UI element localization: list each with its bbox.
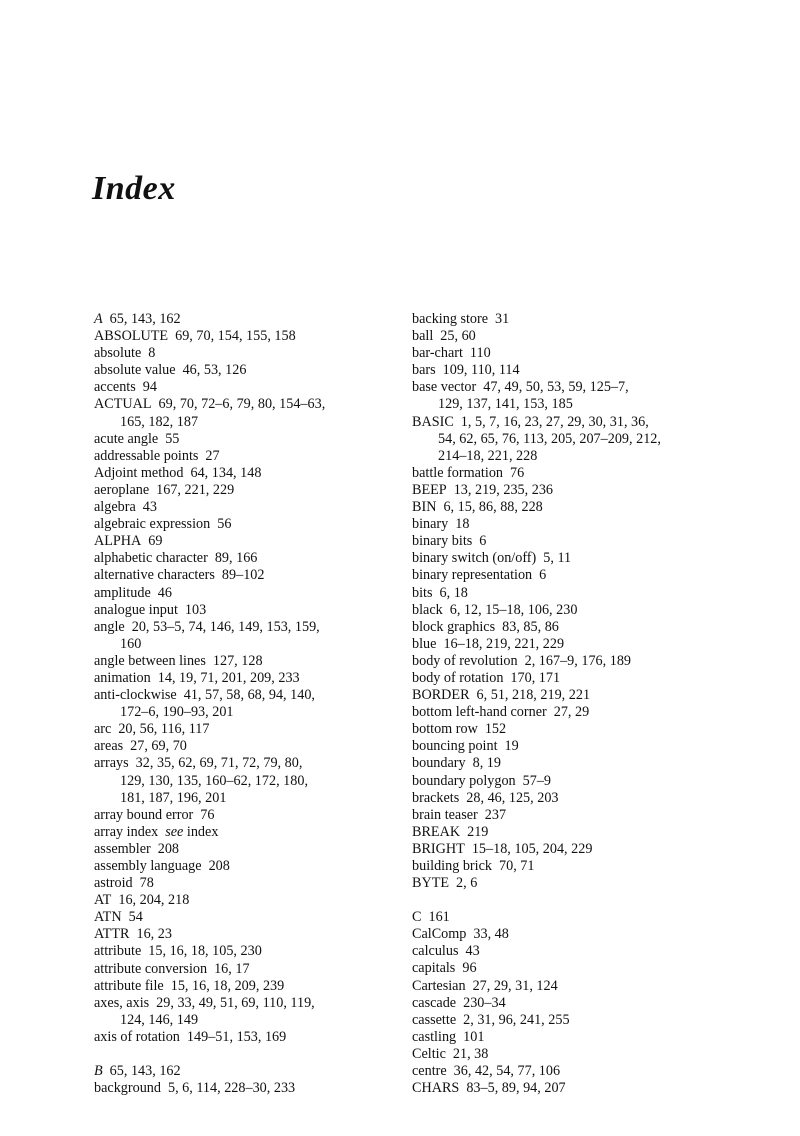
index-entry xyxy=(94,311,424,328)
index-entry xyxy=(412,414,762,465)
index-term: binary bits xyxy=(412,533,473,550)
index-entry xyxy=(412,602,762,619)
page-refs: 21, 38 xyxy=(452,1045,489,1062)
index-entry xyxy=(94,1029,424,1046)
index-term: assembler xyxy=(94,840,151,857)
index-entry xyxy=(412,1080,762,1097)
index-term: brackets xyxy=(412,789,460,806)
index-term: absolute xyxy=(94,345,142,362)
page-refs: 32, 35, 62, 69, 71, 72, 79, 80, xyxy=(135,755,303,772)
index-entry xyxy=(94,550,424,567)
page-refs-continued: 129, 130, 135, 160–62, 172, 180, xyxy=(120,772,308,789)
page-refs: 127, 128 xyxy=(212,652,263,669)
index-entry xyxy=(412,379,762,413)
index-term: absolute value xyxy=(94,362,176,379)
page-refs: 5, 6, 114, 228–30, 233 xyxy=(167,1080,296,1097)
page-refs: 167, 221, 229 xyxy=(156,481,235,498)
page-refs: 46, 53, 126 xyxy=(182,362,247,379)
index-entry xyxy=(94,379,424,396)
page-refs: 6, 12, 15–18, 106, 230 xyxy=(449,601,578,618)
page-refs: 36, 42, 54, 77, 106 xyxy=(453,1063,561,1080)
index-entry xyxy=(412,550,762,567)
index-entry xyxy=(412,773,762,790)
index-entry xyxy=(94,858,424,875)
index-entry xyxy=(94,670,424,687)
page-refs: 103 xyxy=(184,601,207,618)
page-refs: 6 xyxy=(479,533,487,550)
index-term: attribute conversion xyxy=(94,960,208,977)
index-term: battle formation xyxy=(412,464,504,481)
index-entry xyxy=(412,721,762,738)
index-entry xyxy=(94,978,424,995)
index-entry xyxy=(94,431,424,448)
index-entry xyxy=(412,875,762,892)
index-term: animation xyxy=(94,669,151,686)
page-refs: 25, 60 xyxy=(440,328,476,345)
page-refs: 5, 11 xyxy=(543,550,572,567)
index-term: building brick xyxy=(412,858,492,874)
index-term: array bound error xyxy=(94,806,194,823)
index-entry xyxy=(94,875,424,892)
index-term: binary representation xyxy=(412,567,533,584)
page-refs: 16, 204, 218 xyxy=(118,892,190,909)
page-refs-continued: 124, 146, 149 xyxy=(120,1011,199,1028)
index-entry xyxy=(412,670,762,687)
page-refs: 83–5, 89, 94, 207 xyxy=(466,1080,566,1097)
page-refs: 27, 29, 31, 124 xyxy=(472,977,558,994)
index-entry xyxy=(412,1063,762,1080)
page-refs: 101 xyxy=(463,1028,485,1045)
index-entry xyxy=(412,978,762,995)
index-term: BYTE xyxy=(412,875,450,892)
page-refs: 33, 48 xyxy=(473,926,509,943)
index-term: ACTUAL xyxy=(94,396,152,413)
index-term: ATN xyxy=(94,909,122,926)
index-term: Celtic xyxy=(412,1045,446,1062)
index-entry xyxy=(412,328,762,345)
page-refs: 31 xyxy=(495,311,510,327)
page-refs: 6, 18 xyxy=(439,584,468,601)
page-refs: 208 xyxy=(208,858,230,874)
page-refs: 65, 143, 162 xyxy=(109,1063,181,1080)
index-entry xyxy=(94,653,424,670)
index-entry xyxy=(94,841,424,858)
index-entry xyxy=(94,892,424,909)
page-refs: 170, 171 xyxy=(510,669,561,686)
page-refs: 208 xyxy=(157,840,180,857)
page-refs-continued: 181, 187, 196, 201 xyxy=(120,789,227,806)
index-term: boundary polygon xyxy=(412,772,516,789)
page-refs: 14, 19, 71, 201, 209, 233 xyxy=(157,669,300,686)
index-term: astroid xyxy=(94,875,133,892)
index-term: BRIGHT xyxy=(412,840,465,857)
index-term: anti-clockwise xyxy=(94,687,177,704)
page-refs: 41, 57, 58, 68, 94, 140, xyxy=(183,687,315,704)
page-refs-continued: 214–18, 221, 228 xyxy=(438,447,538,464)
index-entry xyxy=(412,790,762,807)
index-term: BEEP xyxy=(412,481,447,498)
page-refs: 8, 19 xyxy=(472,755,501,772)
index-term: bars xyxy=(412,362,436,379)
page-refs: 76 xyxy=(200,806,215,823)
index-term: background xyxy=(94,1080,161,1097)
index-entry xyxy=(94,1080,424,1097)
index-entry xyxy=(412,465,762,482)
index-entry xyxy=(94,995,424,1029)
page-refs: 8 xyxy=(148,345,156,362)
page-refs: 16, 23 xyxy=(136,926,172,943)
page-refs: 2, 167–9, 176, 189 xyxy=(524,652,632,669)
index-term: attribute xyxy=(94,943,142,960)
index-entry xyxy=(412,858,762,875)
index-entry xyxy=(412,755,762,772)
page-refs: 152 xyxy=(484,721,507,738)
index-term: ATTR xyxy=(94,926,130,943)
index-entry xyxy=(412,345,762,362)
page-refs: 54 xyxy=(128,909,143,926)
page-refs: 69, 70, 72–6, 79, 80, 154–63, xyxy=(158,396,326,413)
index-term: ball xyxy=(412,328,434,345)
index-term: accents xyxy=(94,379,136,396)
index-term: assembly language xyxy=(94,858,202,874)
index-entry xyxy=(94,567,424,584)
index-entry xyxy=(94,482,424,499)
index-term: ABSOLUTE xyxy=(94,328,169,345)
index-term: axes, axis xyxy=(94,994,150,1011)
page-refs: 2, 6 xyxy=(456,875,478,892)
page-refs: 1, 5, 7, 16, 23, 27, 29, 30, 31, 36, xyxy=(460,413,649,430)
index-entry xyxy=(412,499,762,516)
page-refs: 69, 70, 154, 155, 158 xyxy=(175,328,296,345)
index-entry xyxy=(94,516,424,533)
index-term: calculus xyxy=(412,943,459,960)
index-term: brain teaser xyxy=(412,806,478,823)
page-refs: 15, 16, 18, 209, 239 xyxy=(170,977,285,994)
index-term: attribute file xyxy=(94,977,164,994)
index-entry xyxy=(412,1012,762,1029)
index-term: BREAK xyxy=(412,823,461,840)
page-refs-continued: 165, 182, 187 xyxy=(120,413,199,430)
index-entry xyxy=(94,362,424,379)
index-entry xyxy=(94,721,424,738)
index-term: body of revolution xyxy=(412,652,518,669)
index-entry xyxy=(94,1063,424,1080)
index-entry xyxy=(412,841,762,858)
index-term: array index xyxy=(94,823,159,840)
page-refs: 78 xyxy=(139,875,154,892)
page-refs: 6, 51, 218, 219, 221 xyxy=(476,687,591,704)
index-entry xyxy=(94,533,424,550)
index-term: Cartesian xyxy=(412,977,466,994)
index-term: arc xyxy=(94,721,112,738)
index-entry xyxy=(94,345,424,362)
index-term: axis of rotation xyxy=(94,1028,180,1045)
index-term: aeroplane xyxy=(94,481,150,498)
page-refs: 15–18, 105, 204, 229 xyxy=(471,840,593,857)
index-entry xyxy=(412,704,762,721)
index-term: blue xyxy=(412,635,437,652)
page-refs: 6 xyxy=(539,567,547,584)
index-entry xyxy=(94,943,424,960)
index-entry xyxy=(412,687,762,704)
index-term: cassette xyxy=(412,1011,457,1028)
index-term: addressable points xyxy=(94,447,199,464)
page-refs: 27, 29 xyxy=(553,704,590,721)
index-term: binary switch (on/off) xyxy=(412,550,537,567)
index-term: backing store xyxy=(412,311,489,327)
page-refs: 161 xyxy=(428,909,450,926)
page-refs: 83, 85, 86 xyxy=(502,618,559,635)
page-refs: 69 xyxy=(148,533,163,550)
index-entry xyxy=(94,448,424,465)
see-reference: see xyxy=(165,823,184,840)
index-entry xyxy=(94,396,424,430)
page-refs: 29, 33, 49, 51, 69, 110, 119, xyxy=(156,994,315,1011)
index-entry xyxy=(412,516,762,533)
index-term: bits xyxy=(412,584,433,601)
index-entry xyxy=(94,909,424,926)
page-refs: 70, 71 xyxy=(499,858,535,874)
page-refs: 57–9 xyxy=(522,772,552,789)
page-refs-continued: 160 xyxy=(120,635,142,652)
index-entry xyxy=(94,687,424,721)
index-term: arrays xyxy=(94,755,129,772)
index-term: ALPHA xyxy=(94,533,142,550)
index-entry xyxy=(94,619,424,653)
page-refs: 13, 219, 235, 236 xyxy=(453,481,553,498)
index-term: block graphics xyxy=(412,618,496,635)
index-entry xyxy=(412,482,762,499)
index-term: bottom row xyxy=(412,721,478,738)
index-entry xyxy=(412,636,762,653)
index-entry xyxy=(412,362,762,379)
page-refs: index xyxy=(186,823,219,840)
index-term: centre xyxy=(412,1063,447,1080)
index-entry xyxy=(412,926,762,943)
index-term: acute angle xyxy=(94,430,159,447)
index-term: BIN xyxy=(412,499,437,516)
page-refs: 237 xyxy=(484,806,507,823)
page-refs: 2, 31, 96, 241, 255 xyxy=(463,1011,570,1028)
index-term: amplitude xyxy=(94,584,151,601)
index-term: CalComp xyxy=(412,926,467,943)
page-refs: 76 xyxy=(510,464,525,481)
index-entry xyxy=(412,1046,762,1063)
index-term: analogue input xyxy=(94,601,178,618)
index-entry xyxy=(412,619,762,636)
index-term: Adjoint method xyxy=(94,464,184,481)
index-term: A xyxy=(94,311,103,327)
index-term: B xyxy=(94,1063,103,1080)
page-refs: 19 xyxy=(504,738,519,755)
index-term: body of rotation xyxy=(412,669,504,686)
page-refs: 15, 16, 18, 105, 230 xyxy=(148,943,262,960)
index-term: areas xyxy=(94,738,124,755)
page-refs: 28, 46, 125, 203 xyxy=(466,789,559,806)
page-refs: 89–102 xyxy=(221,567,265,584)
index-term: bouncing point xyxy=(412,738,498,755)
index-entry xyxy=(412,1029,762,1046)
index-entry xyxy=(94,961,424,978)
index-entry xyxy=(412,807,762,824)
page-refs-continued: 129, 137, 141, 153, 185 xyxy=(438,396,573,413)
page-refs: 230–34 xyxy=(463,994,506,1011)
index-entry xyxy=(412,533,762,550)
page-refs: 20, 53–5, 74, 146, 149, 153, 159, xyxy=(131,618,320,635)
page-refs-continued: 54, 62, 65, 76, 113, 205, 207–209, 212, xyxy=(438,430,661,447)
index-entry xyxy=(412,567,762,584)
page-refs: 27, 69, 70 xyxy=(130,738,187,755)
index-entry xyxy=(412,943,762,960)
index-term: algebra xyxy=(94,499,136,516)
index-entry xyxy=(412,653,762,670)
index-entry xyxy=(412,738,762,755)
index-term: alternative characters xyxy=(94,567,215,584)
index-term: C xyxy=(412,909,422,926)
index-term: angle between lines xyxy=(94,652,206,669)
page-refs: 16–18, 219, 221, 229 xyxy=(443,635,565,652)
index-term: BASIC xyxy=(412,413,454,430)
index-term: angle xyxy=(94,618,125,635)
index-entry xyxy=(412,824,762,841)
page-refs: 16, 17 xyxy=(214,960,250,977)
page-refs-continued: 172–6, 190–93, 201 xyxy=(120,704,234,721)
index-entry xyxy=(94,585,424,602)
index-entry xyxy=(412,311,762,328)
index-entry xyxy=(412,995,762,1012)
index-entry xyxy=(94,738,424,755)
index-entry xyxy=(94,926,424,943)
page-refs: 149–51, 153, 169 xyxy=(186,1028,287,1045)
index-entry xyxy=(94,602,424,619)
index-entry xyxy=(412,909,762,926)
page-refs: 43 xyxy=(142,499,157,516)
index-term: algebraic expression xyxy=(94,516,211,533)
page-refs: 56 xyxy=(217,516,232,533)
page-refs: 64, 134, 148 xyxy=(190,464,262,481)
index-term: black xyxy=(412,601,443,618)
letter-gap xyxy=(412,892,762,909)
page-refs: 55 xyxy=(165,430,180,447)
page-refs: 46 xyxy=(157,584,172,601)
page-refs: 43 xyxy=(465,943,480,960)
index-entry xyxy=(412,960,762,977)
page-refs: 20, 56, 116, 117 xyxy=(118,721,210,738)
index-term: capitals xyxy=(412,960,456,977)
index-term: AT xyxy=(94,892,112,909)
page-refs: 47, 49, 50, 53, 59, 125–7, xyxy=(483,379,629,396)
page-refs: 6, 15, 86, 88, 228 xyxy=(443,499,543,516)
page-refs: 27 xyxy=(205,447,220,464)
index-term: bar-chart xyxy=(412,345,463,362)
index-term: BORDER xyxy=(412,687,470,704)
index-entry xyxy=(94,499,424,516)
index-column-right xyxy=(412,311,762,1097)
page-refs: 109, 110, 114 xyxy=(442,362,520,379)
index-term: boundary xyxy=(412,755,466,772)
index-column-left xyxy=(94,311,424,1097)
page-refs: 94 xyxy=(142,379,157,396)
index-entry xyxy=(412,585,762,602)
index-entry xyxy=(94,824,424,841)
page-refs: 89, 166 xyxy=(214,550,258,567)
page-title: Index xyxy=(92,170,176,207)
index-entry xyxy=(94,465,424,482)
index-term: CHARS xyxy=(412,1080,460,1097)
letter-gap xyxy=(94,1046,424,1063)
index-entry xyxy=(94,328,424,345)
index-term: cascade xyxy=(412,994,457,1011)
index-term: alphabetic character xyxy=(94,550,208,567)
index-term: binary xyxy=(412,516,449,533)
page-refs: 110 xyxy=(469,345,491,362)
index-entry xyxy=(94,755,424,806)
page-refs: 219 xyxy=(467,823,489,840)
index-term: castling xyxy=(412,1028,457,1045)
index-term: bottom left-hand corner xyxy=(412,704,547,721)
page-refs: 18 xyxy=(455,516,470,533)
index-term: base vector xyxy=(412,379,477,396)
page-refs: 65, 143, 162 xyxy=(109,311,181,327)
index-entry xyxy=(94,807,424,824)
page-refs: 96 xyxy=(462,960,477,977)
